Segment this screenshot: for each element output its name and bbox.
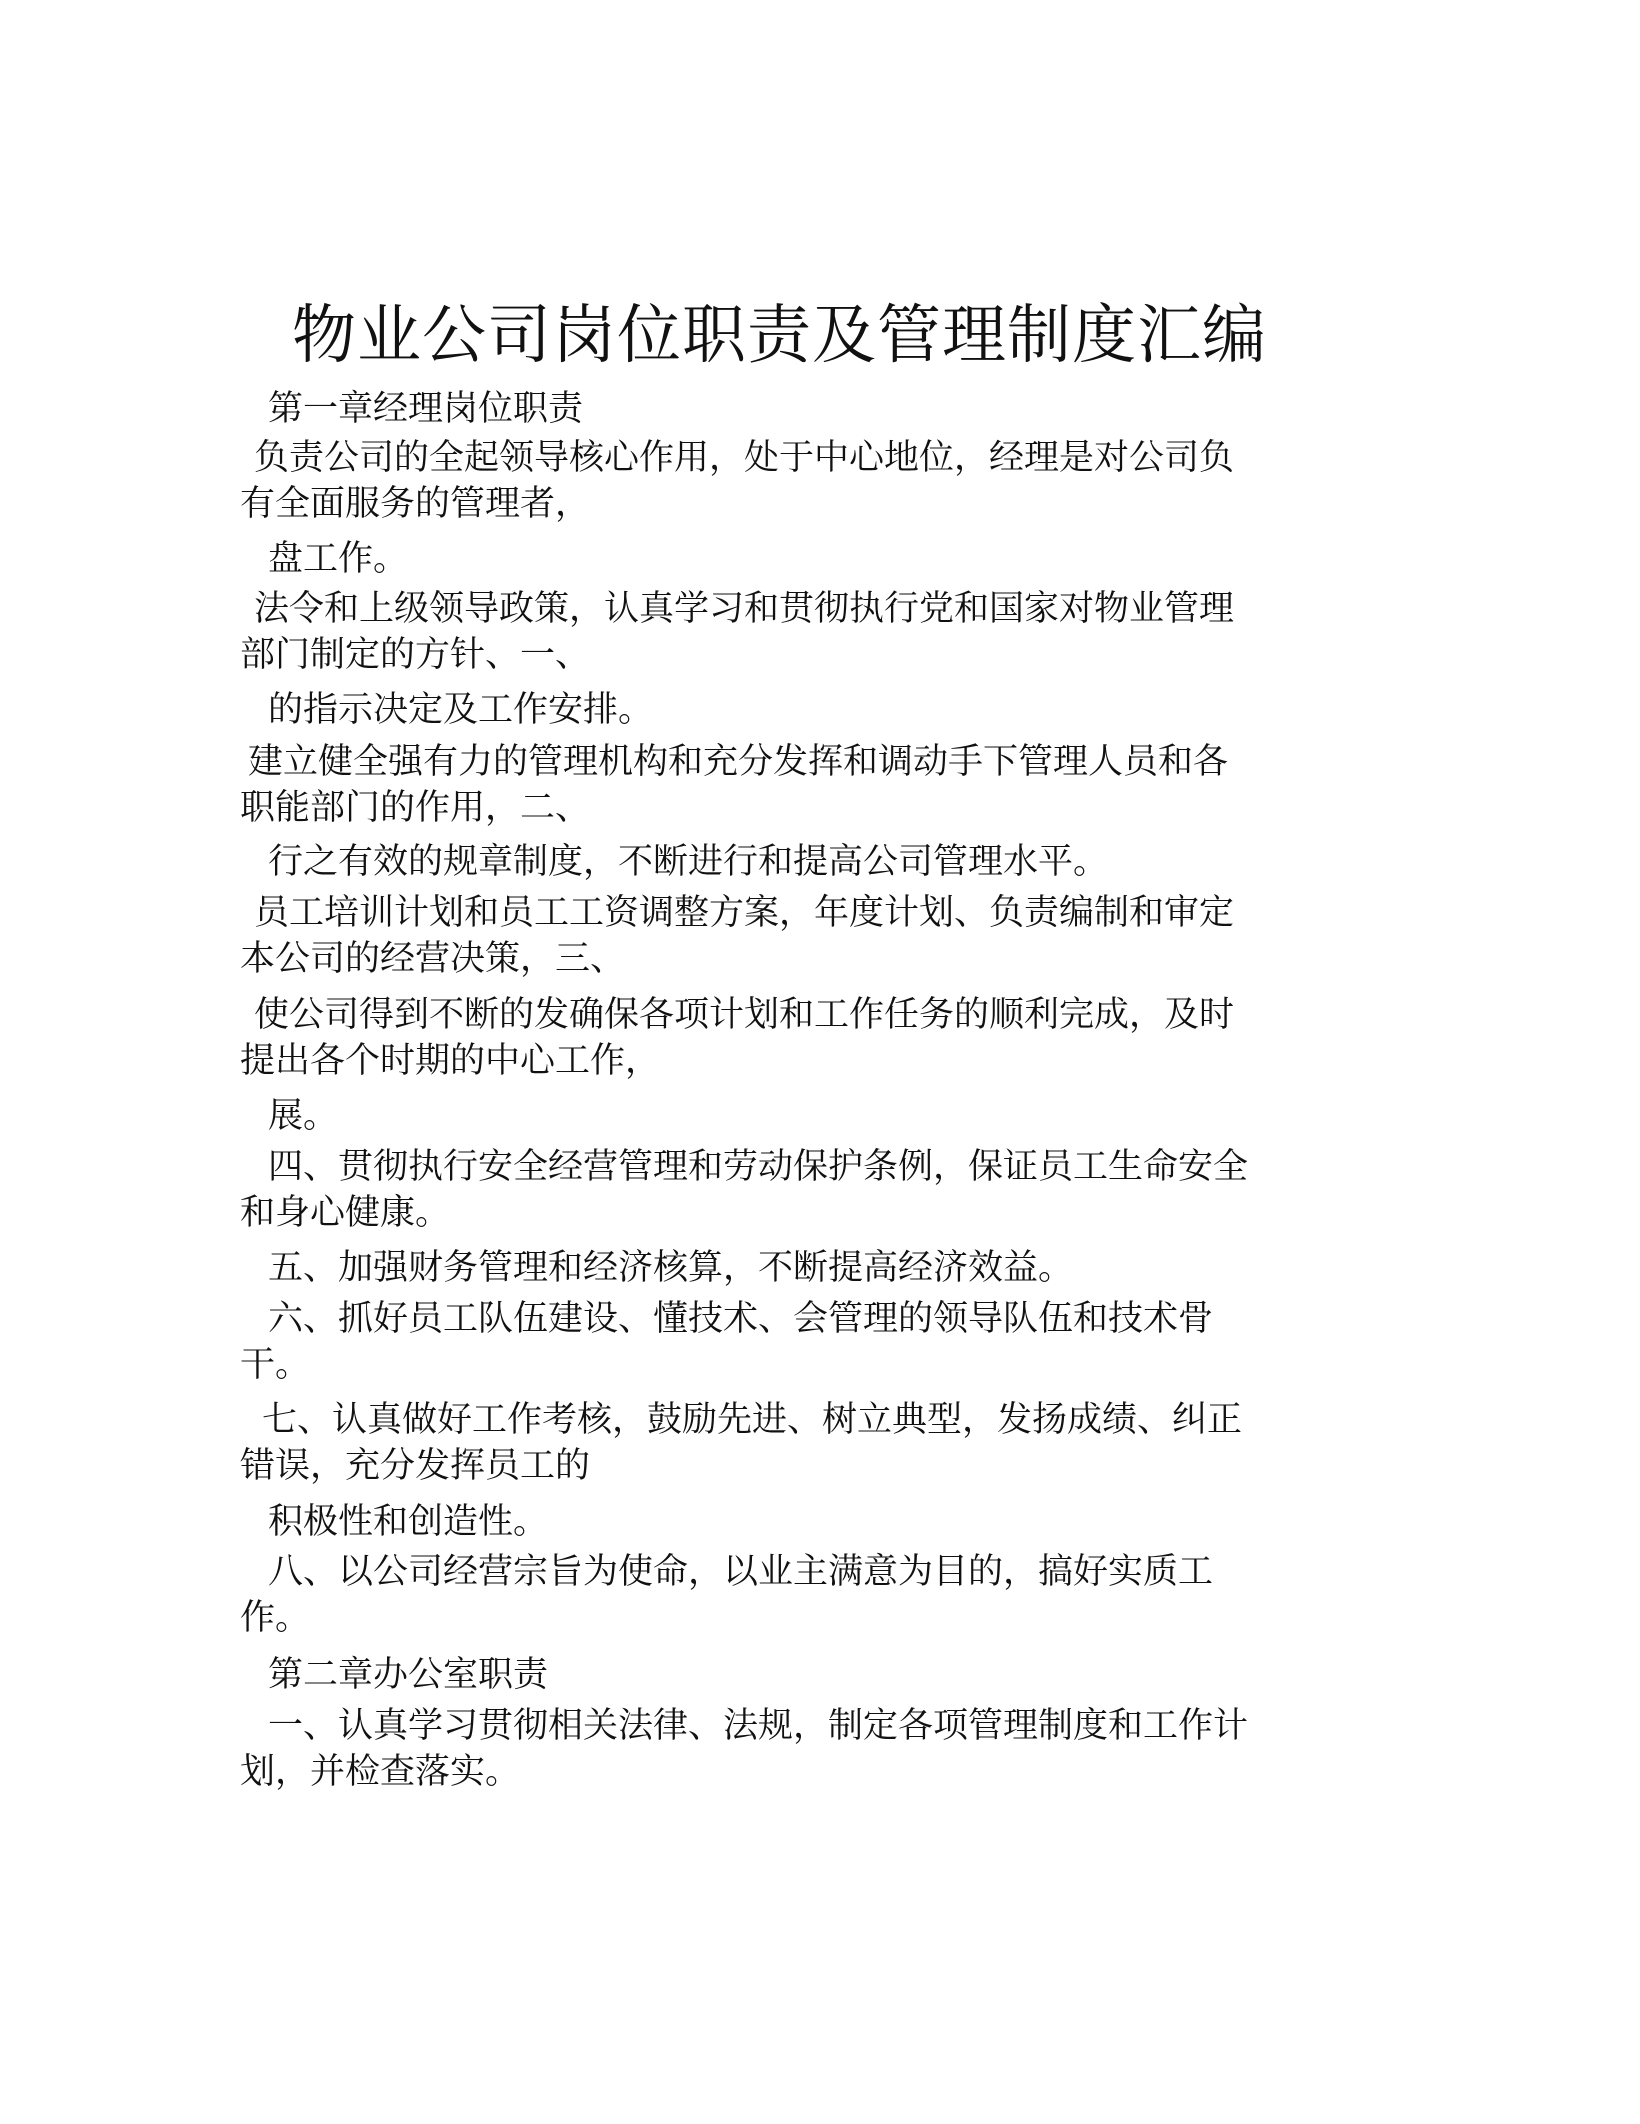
text-line: 积极性和创造性。 — [268, 1502, 549, 1542]
text-line: 职能部门的作用，二、 — [240, 788, 591, 828]
paragraph — [240, 1549, 1330, 1641]
text-line: 有全面服务的管理者， — [240, 484, 591, 524]
paragraph — [240, 1703, 1330, 1795]
paragraph — [240, 687, 1330, 733]
text-line: 行之有效的规章制度，不断进行和提高公司管理水平。 — [268, 842, 1109, 882]
document-title: 物业公司岗位职责及管理制度汇编 — [292, 299, 1267, 373]
paragraph — [240, 1296, 1330, 1388]
paragraph — [240, 1499, 1330, 1545]
text-line: 和身心健康。 — [240, 1193, 451, 1233]
text-line: 划，并检查落实。 — [240, 1752, 521, 1792]
paragraph — [240, 992, 1330, 1084]
paragraph — [240, 1397, 1330, 1489]
text-line: 建立健全强有力的管理机构和充分发挥和调动手下管理人员和各 — [248, 742, 1229, 782]
paragraph — [240, 739, 1330, 831]
text-line: 干。 — [240, 1345, 311, 1385]
chapter-heading — [240, 1652, 1330, 1698]
paragraph — [240, 586, 1330, 678]
text-line: 员工培训计划和员工工资调整方案，年度计划、负责编制和审定 — [254, 893, 1235, 933]
text-line: 的指示决定及工作安排。 — [268, 690, 654, 730]
paragraph — [240, 839, 1330, 885]
text-line: 错误，充分发挥员工的 — [240, 1446, 591, 1486]
text-line: 展。 — [268, 1096, 339, 1136]
paragraph — [240, 890, 1330, 982]
text-line: 使公司得到不断的发确保各项计划和工作任务的顺利完成，及时 — [254, 995, 1235, 1035]
text-line: 作。 — [240, 1598, 311, 1638]
text-line: 五、加强财务管理和经济核算，不断提高经济效益。 — [268, 1248, 1074, 1288]
paragraph — [240, 435, 1330, 527]
text-line: 一、认真学习贯彻相关法律、法规，制定各项管理制度和工作计 — [268, 1706, 1249, 1746]
text-line: 提出各个时期的中心工作， — [240, 1041, 661, 1081]
paragraph — [240, 1245, 1330, 1291]
text-line: 六、抓好员工队伍建设、懂技术、会管理的领导队伍和技术骨 — [268, 1299, 1214, 1339]
text-line: 七、认真做好工作考核，鼓励先进、树立典型，发扬成绩、纠正 — [262, 1400, 1243, 1440]
text-line: 第二章办公室职责 — [268, 1655, 549, 1695]
text-line: 盘工作。 — [268, 539, 409, 579]
paragraph — [240, 1144, 1330, 1236]
paragraph — [240, 536, 1330, 582]
text-line: 四、贯彻执行安全经营管理和劳动保护条例，保证员工生命安全 — [268, 1147, 1249, 1187]
text-line: 部门制定的方针、一、 — [240, 635, 591, 675]
text-line: 负责公司的全起领导核心作用，处于中心地位，经理是对公司负 — [254, 438, 1235, 478]
text-line: 第一章经理岗位职责 — [268, 389, 584, 429]
chapter-heading — [240, 386, 1330, 432]
paragraph — [240, 1093, 1330, 1139]
text-line: 八、以公司经营宗旨为使命，以业主满意为目的，搞好实质工 — [268, 1552, 1214, 1592]
text-line: 法令和上级领导政策，认真学习和贯彻执行党和国家对物业管理 — [254, 589, 1235, 629]
text-line: 本公司的经营决策，三、 — [240, 939, 626, 979]
